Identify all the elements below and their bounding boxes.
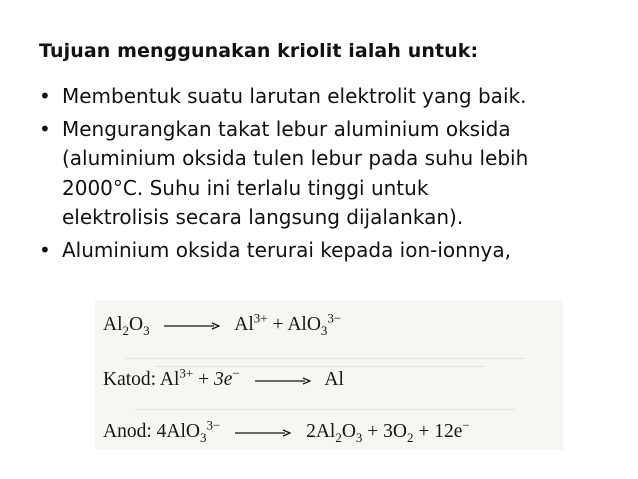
bullet-line: Mengurangkan takat lebur aluminium oksida — [62, 116, 511, 141]
equation-scan-image — [95, 300, 563, 450]
bullet-icon: • — [39, 237, 51, 262]
bullet-list — [39, 82, 629, 268]
equation-anode: Anod: 4AlO$_3^{3-}$ $2Al_2O_3 + 3O_2 + 12e^-$ — [103, 417, 470, 445]
bullet-item-1 — [39, 82, 629, 112]
reaction-arrow-icon — [235, 428, 291, 438]
bullet-line: Membentuk suatu larutan elektrolit yang baik. — [62, 84, 527, 108]
equation-cathode: Katod: $Al^{3+} + 3e^-$ Al — [103, 365, 344, 390]
bullet-icon: • — [39, 84, 51, 108]
bullet-item-2 — [39, 115, 629, 233]
bullet-item-3 — [39, 236, 629, 266]
bullet-line: elektrolisis secara langsung dijalankan). — [62, 205, 464, 229]
equation-dissociation: $Al_2O_3$ $Al^{3+} + AlO_3^{3-}$ — [103, 310, 342, 338]
bullet-icon: • — [39, 116, 51, 141]
bullet-line: (aluminium oksida tulen lebur pada suhu lebih — [62, 146, 529, 170]
bullet-line: Aluminium oksida terurai kepada ion-ionnya, — [62, 237, 511, 262]
scan-faint-line — [125, 358, 525, 359]
scan-faint-line — [155, 366, 485, 367]
slide-heading: Tujuan menggunakan kriolit ialah untuk: — [39, 40, 479, 62]
scan-faint-line — [135, 409, 515, 410]
reaction-arrow-icon — [255, 376, 311, 386]
bullet-line: 2000°C. Suhu ini terlalu tinggi untuk — [62, 175, 429, 200]
reaction-arrow-icon — [164, 321, 220, 331]
